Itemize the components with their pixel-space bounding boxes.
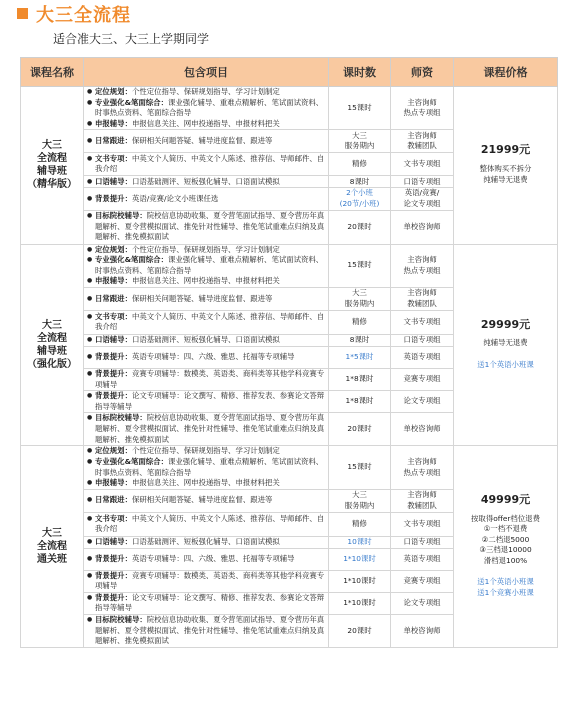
item-text: 背景提升：论文专项辅导：论文撰写、精修、推荐发表、参赛论文答辩指导等辅导 [95,391,325,411]
teacher-cell: 主咨询师 教辅团队 [391,489,454,512]
item-text: 日常跟进：保研相关问题答疑、辅导进度监督、跟进等 [95,293,273,303]
bullet-icon: ● [87,457,93,465]
item-cell [84,368,329,390]
hours-cell: 20课时 [329,210,391,244]
teacher-cell: 论文专项组 [391,592,454,614]
course-table [20,57,558,648]
price-note: 纯辅导无退费 [483,338,528,348]
page-header [0,0,565,52]
table-header-row [21,58,558,87]
col-header-teacher: 师资 [391,58,454,87]
hours-cell: 8课时 [329,334,391,346]
hours-cell: 8课时 [329,176,391,188]
hours-cell: 2个小班 (20节/小班) [329,188,391,210]
item-label: 文书专项： [95,513,132,523]
bullet-icon: ● [87,212,93,220]
price-note [456,349,555,360]
item-cell [84,130,329,153]
item-text: 背景提升：英语专项辅导：四、六级、雅思、托福等专项辅导 [95,553,295,563]
list-item [87,136,326,147]
teacher-cell: 文书专项组 [391,512,454,536]
item-text: 口语辅导：口语基础测评、短板强化辅导、口语面试模拟 [95,536,280,546]
item-text: 申报辅导：申报信息关注、网申投递指导、申报材料把关 [95,478,280,488]
teacher-cell: 单校咨询师 [391,413,454,446]
item-label: 专业强化&笔面综合： [95,97,168,107]
list-item [87,335,326,346]
list-item [87,194,326,205]
list-item [87,571,326,592]
list-item [87,312,326,333]
item-text: 文书专项：中英文个人简历、中英文个人陈述、推荐信、导师邮件、自我介绍 [95,513,325,534]
item-label: 专业强化&笔面综合： [95,255,168,265]
hours-cell: 20课时 [329,413,391,446]
item-text: 日常跟进：保研相关问题答疑、辅导进度监督、跟进等 [95,495,273,505]
item-cell [84,489,329,512]
bullet-icon: ● [87,277,93,285]
list-item [87,514,326,535]
course-name: 大三 全流程 辅导班 （精华版） [21,87,84,245]
list-item [87,537,326,548]
item-cell [84,570,329,592]
teacher-cell: 单校咨询师 [391,210,454,244]
item-text: 定位规划：个性定位指导、保研规划指导、学习计划制定 [95,244,280,254]
price-note: 送1个英语小班课 [477,577,534,587]
price-note: 按取得offer档位退费 [471,513,540,523]
item-cell [84,346,329,368]
item-text: 目标院校辅导：院校信息协助收集、夏令营笔面试指导、夏令营历年真题解析、夏令营模拟面试、推免针对性辅导、推免笔试重难点归纳及真题解析、推免模拟面试 [95,211,325,242]
bullet-icon: ● [87,593,93,601]
bullet-icon: ● [87,194,93,202]
item-cell [84,615,329,648]
hours-cell: 精修 [329,153,391,176]
item-cell [84,592,329,614]
course-name: 大三 全流程 通关班 [21,446,84,648]
item-text: 目标院校辅导：院校信息协助收集、夏令营笔面试指导、夏令营历年真题解析、夏令营模拟面试、推免针对性辅导、推免笔试重难点归纳及真题解析、推免模拟面试 [95,615,325,646]
list-item [87,294,326,305]
item-cell [84,310,329,334]
hours-cell: 1*10课时 [329,592,391,614]
item-text: 文书专项：中英文个人简历、中英文个人陈述、推荐信、导师邮件、自我介绍 [95,311,325,332]
list-item [87,593,326,614]
bullet-icon: ● [87,514,93,522]
hours-cell: 15课时 [329,244,391,287]
bullet-icon: ● [87,537,93,545]
item-label: 文书专项： [95,311,132,321]
item-cell [84,512,329,536]
item-label: 定位规划： [95,446,132,456]
item-label: 文书专项： [95,153,132,163]
item-label: 专业强化&笔面综合： [95,456,168,466]
bullet-icon: ● [87,479,93,487]
hours-cell: 15课时 [329,446,391,489]
page-title: 大三全流程 [36,5,131,26]
price-note: 滑档退100% [483,555,528,565]
hours-cell: 大三 服务期内 [329,130,391,153]
price-cell [454,446,558,648]
item-label: 口语辅导： [95,176,132,186]
bullet-icon: ● [87,392,93,400]
hours-cell: 精修 [329,310,391,334]
item-text: 申报辅导：申报信息关注、网申投递指导、申报材料把关 [95,276,280,286]
bullet-icon: ● [87,137,93,145]
item-cell [84,176,329,188]
list-item [87,615,326,647]
item-label: 目标院校辅导： [95,211,147,221]
teacher-cell: 英语专项组 [391,548,454,570]
list-item [87,276,326,287]
bullet-icon: ● [87,571,93,579]
hours-cell: 20课时 [329,615,391,648]
item-text: 背景提升：英语/竞赛/论文小班课任选 [95,193,219,203]
list-item [87,154,326,175]
item-text: 专业强化&笔面综合：课业强化辅导、重难点精解析、笔试面试资料、时事热点资料、笔面综合指导 [95,97,324,118]
item-label: 定位规划： [95,87,132,96]
hours-cell: 大三 服务期内 [329,287,391,310]
item-label: 目标院校辅导： [95,413,147,423]
course-name: 大三 全流程 辅导班 （强化版） [21,244,84,446]
teacher-cell: 主咨询师 教辅团队 [391,130,454,153]
item-label: 申报辅导： [95,478,132,488]
bullet-icon: ● [87,245,93,253]
hours-cell: 大三 服务期内 [329,489,391,512]
table-row [21,244,558,287]
hours-cell: 精修 [329,512,391,536]
price-cell [454,87,558,245]
bullet-icon: ● [87,414,93,422]
hours-cell: 1*5课时 [329,346,391,368]
list-item [87,87,326,98]
teacher-cell: 竞赛专项组 [391,368,454,390]
teacher-cell: 主咨询师 教辅团队 [391,287,454,310]
price-note: 送1个英语小班课 [477,359,534,369]
hours-cell: 1*8课时 [329,368,391,390]
price-amount: 49999元 [480,493,531,507]
list-item [87,554,326,565]
price-note: 送1个竞赛小班课 [477,587,534,597]
bullet-icon: ● [87,616,93,624]
hours-cell: 1*8课时 [329,391,391,413]
item-text: 日常跟进：保研相关问题答疑、辅导进度监督、跟进等 [95,136,273,146]
teacher-cell: 文书专项组 [391,153,454,176]
bullet-icon: ● [87,177,93,185]
list-item [87,446,326,457]
price-note: 纯辅导无退费 [483,174,528,184]
teacher-cell: 口语专项组 [391,536,454,548]
list-item [87,391,326,412]
list-item [87,211,326,243]
item-cell [84,188,329,210]
price-note [456,567,555,578]
bullet-icon: ● [87,496,93,504]
item-text: 口语辅导：口语基础测评、短板强化辅导、口语面试模拟 [95,335,280,345]
item-label: 日常跟进： [95,293,132,303]
item-label: 目标院校辅导： [95,615,147,625]
bullet-icon: ● [87,447,93,455]
item-cell [84,244,329,287]
price-cell [454,244,558,446]
list-item [87,98,326,119]
item-cell [84,413,329,446]
item-label: 背景提升： [95,193,132,203]
list-item [87,495,326,506]
price-note: ②二档退5000 [481,534,530,544]
list-item [87,255,326,276]
bullet-icon: ● [87,119,93,127]
col-header-items: 包含项目 [84,58,329,87]
item-text: 目标院校辅导：院校信息协助收集、夏令营笔面试指导、夏令营历年真题解析、夏令营模拟面试、推免针对性辅导、推免笔试重难点归纳及真题解析、推免模拟面试 [95,413,325,444]
item-label: 口语辅导： [95,335,132,345]
table-row [21,446,558,489]
item-text: 专业强化&笔面综合：课业强化辅导、重难点精解析、笔试面试资料、时事热点资料、笔面综合指导 [95,456,324,477]
teacher-cell: 主咨询师 热点专项组 [391,87,454,130]
col-header-hours: 课时数 [329,58,391,87]
item-text: 背景提升：竞赛专项辅导：数模类、英语类、商科类等其他学科竞赛专项辅导 [95,368,325,389]
item-cell [84,287,329,310]
bullet-icon: ● [87,353,93,361]
list-item [87,352,326,363]
teacher-cell: 论文专项组 [391,391,454,413]
col-header-course-name: 课程名称 [21,58,84,87]
item-label: 申报辅导： [95,276,132,286]
bullet-icon: ● [87,294,93,302]
table-row [21,87,558,130]
price-note: ①一档不退费 [483,524,528,534]
list-item [87,177,326,188]
item-cell [84,536,329,548]
item-label: 背景提升： [95,368,132,378]
list-item [87,413,326,445]
list-item [87,119,326,130]
item-text: 背景提升：竞赛专项辅导：数模类、英语类、商科类等其他学科竞赛专项辅导 [95,570,325,591]
item-cell [84,210,329,244]
item-cell [84,153,329,176]
list-item [87,478,326,489]
teacher-cell: 竞赛专项组 [391,570,454,592]
teacher-cell: 英语专项组 [391,346,454,368]
item-label: 定位规划： [95,244,132,254]
bullet-icon: ● [87,336,93,344]
list-item [87,369,326,390]
item-label: 日常跟进： [95,495,132,505]
item-label: 背景提升： [95,352,132,362]
title-marker [17,8,28,19]
item-cell [84,446,329,489]
teacher-cell: 单校咨询师 [391,615,454,648]
item-label: 申报辅导： [95,118,132,128]
list-item [87,457,326,478]
item-text: 定位规划：个性定位指导、保研规划指导、学习计划制定 [95,446,280,456]
item-cell [84,334,329,346]
teacher-cell: 口语专项组 [391,176,454,188]
hours-cell: 10课时 [329,536,391,548]
item-text: 文书专项：中英文个人简历、中英文个人陈述、推荐信、导师邮件、自我介绍 [95,153,325,174]
item-label: 背景提升： [95,592,132,602]
bullet-icon: ● [87,554,93,562]
teacher-cell: 主咨询师 热点专项组 [391,244,454,287]
teacher-cell: 口语专项组 [391,334,454,346]
bullet-icon: ● [87,312,93,320]
bullet-icon: ● [87,88,93,95]
price-note: ③三档退10000 [479,545,532,555]
item-label: 口语辅导： [95,536,132,546]
item-cell [84,87,329,130]
item-label: 背景提升： [95,553,132,563]
hours-cell: 1*10课时 [329,570,391,592]
item-text: 背景提升：论文专项辅导：论文撰写、精修、推荐发表、参赛论文答辩指导等辅导 [95,592,325,613]
item-text: 定位规划：个性定位指导、保研规划指导、学习计划制定 [95,87,280,96]
price-note: 整体购买不拆分 [479,163,532,173]
bullet-icon: ● [87,154,93,162]
price-amount: 21999元 [480,143,531,157]
table-body [21,87,558,648]
teacher-cell: 主咨询师 热点专项组 [391,446,454,489]
teacher-cell: 英语/竞赛/ 论文专项组 [391,188,454,210]
item-text: 背景提升：英语专项辅导：四、六级、雅思、托福等专项辅导 [95,352,295,362]
item-text: 口语辅导：口语基础测评、短板强化辅导、口语面试模拟 [95,176,280,186]
hours-cell: 15课时 [329,87,391,130]
item-cell [84,548,329,570]
teacher-cell: 文书专项组 [391,310,454,334]
page-subtitle: 适合准大三、大三上学期同学 [53,32,210,46]
item-label: 背景提升： [95,570,132,580]
list-item [87,245,326,256]
bullet-icon: ● [87,369,93,377]
bullet-icon: ● [87,98,93,106]
item-cell [84,391,329,413]
item-text: 申报辅导：申报信息关注、网申投递指导、申报材料把关 [95,118,280,128]
item-label: 日常跟进： [95,136,132,146]
col-header-price: 课程价格 [454,58,558,87]
item-label: 背景提升： [95,391,132,401]
price-amount: 29999元 [480,317,531,331]
item-text: 专业强化&笔面综合：课业强化辅导、重难点精解析、笔试面试资料、时事热点资料、笔面综合指导 [95,255,324,275]
hours-cell: 1*10课时 [329,548,391,570]
bullet-icon: ● [87,256,93,264]
